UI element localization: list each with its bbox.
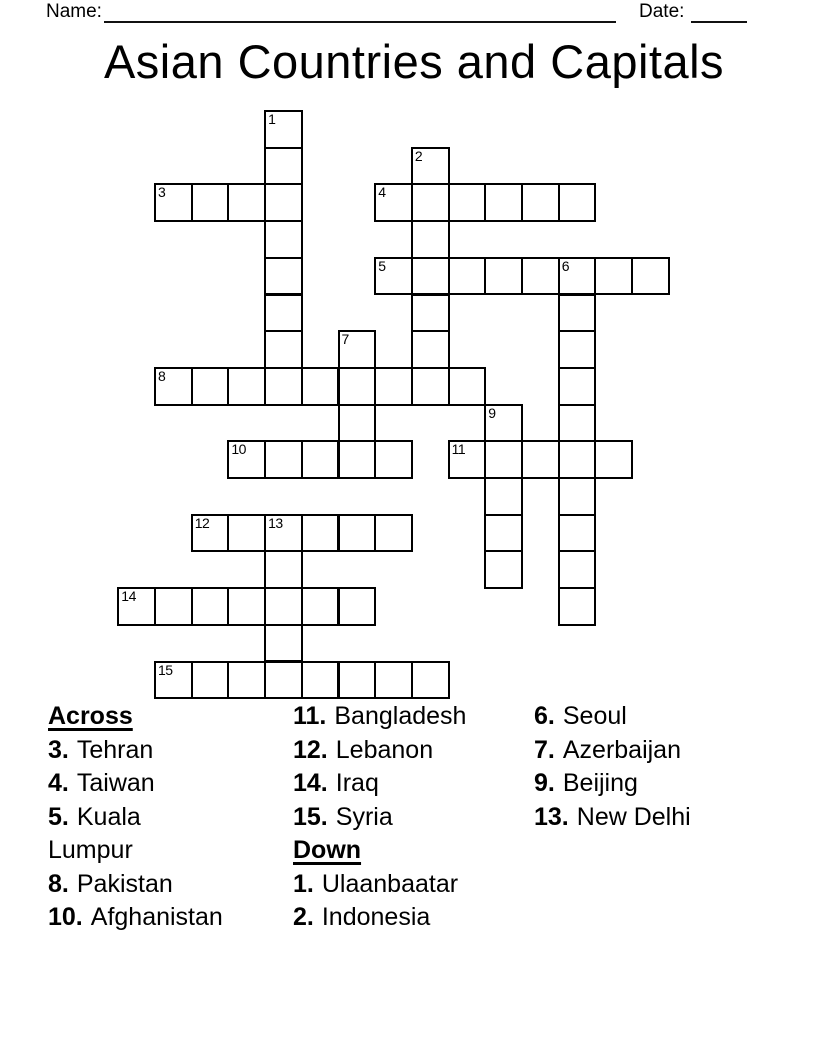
- cell-number-label: 3: [158, 184, 166, 201]
- clue-text: Ulaanbaatar: [321, 869, 459, 898]
- clue-item-continuation: [48, 834, 290, 868]
- clue-number: 5.: [48, 802, 69, 831]
- cell-number-label: 4: [378, 184, 386, 201]
- clue-item: [293, 801, 531, 835]
- grid-cell[interactable]: [264, 330, 303, 369]
- cell-number-label: 5: [378, 257, 386, 274]
- grid-cell[interactable]: [411, 220, 450, 259]
- clue-text: Bangladesh: [334, 702, 467, 730]
- grid-cell[interactable]: [374, 514, 413, 553]
- grid-cell[interactable]: [264, 440, 303, 479]
- grid-cell[interactable]: [301, 514, 340, 553]
- grid-cell[interactable]: [411, 330, 450, 369]
- grid-cell[interactable]: [264, 110, 303, 149]
- grid-cell[interactable]: [411, 147, 450, 186]
- grid-cell[interactable]: [374, 661, 413, 700]
- clue-number: 10.: [48, 903, 83, 931]
- grid-cell[interactable]: [521, 183, 560, 222]
- grid-cell[interactable]: [191, 514, 230, 553]
- grid-cell[interactable]: [558, 330, 597, 369]
- grid-cell[interactable]: [484, 514, 523, 553]
- grid-cell[interactable]: [264, 367, 303, 406]
- clue-item: [48, 767, 290, 801]
- clue-column-3: [534, 700, 810, 834]
- clue-item: [293, 700, 531, 734]
- date-label: Date:: [639, 1, 685, 22]
- grid-cell[interactable]: [227, 367, 266, 406]
- clue-text: Afghanistan: [90, 903, 223, 931]
- grid-cell[interactable]: [227, 514, 266, 553]
- cell-number-label: 10: [231, 441, 246, 458]
- clue-number: 14.: [293, 769, 328, 797]
- grid-cell[interactable]: [411, 183, 450, 222]
- grid-cell[interactable]: [411, 257, 450, 296]
- grid-cell[interactable]: [411, 661, 450, 700]
- grid-cell[interactable]: [227, 183, 266, 222]
- grid-cell[interactable]: [338, 514, 377, 553]
- grid-cell[interactable]: [448, 367, 487, 406]
- clue-text: Seoul: [562, 702, 627, 730]
- cell-number-label: 8: [158, 367, 166, 384]
- clue-number: 9.: [534, 769, 555, 797]
- clue-item: [534, 801, 810, 835]
- clue-section-heading: [48, 700, 290, 734]
- grid-cell[interactable]: [338, 587, 377, 626]
- grid-cell[interactable]: [484, 477, 523, 516]
- clue-text: New Delhi: [576, 802, 691, 831]
- clue-text: Taiwan: [76, 769, 155, 797]
- cell-number-label: 6: [561, 257, 569, 274]
- grid-cell[interactable]: [301, 367, 340, 406]
- clue-text: Azerbaijan: [562, 735, 681, 764]
- grid-cell[interactable]: [154, 367, 193, 406]
- grid-cell[interactable]: [374, 257, 413, 296]
- clue-column-1: [48, 700, 290, 935]
- grid-cell[interactable]: [594, 440, 633, 479]
- grid-cell[interactable]: [191, 367, 230, 406]
- cell-number-label: 12: [194, 514, 210, 531]
- grid-cell[interactable]: [558, 404, 597, 443]
- cell-number-label: 15: [158, 661, 173, 678]
- grid-cell[interactable]: [301, 587, 340, 626]
- clue-item: [48, 868, 290, 902]
- grid-cell[interactable]: [338, 367, 377, 406]
- clue-item: [534, 767, 810, 801]
- grid-cell[interactable]: [558, 587, 597, 626]
- clue-text: Lebanon: [335, 735, 434, 764]
- grid-cell[interactable]: [264, 257, 303, 296]
- grid-cell[interactable]: [484, 440, 523, 479]
- clue-item: [48, 734, 290, 768]
- grid-cell[interactable]: [558, 477, 597, 516]
- cell-number-label: 7: [341, 331, 349, 348]
- grid-cell[interactable]: [301, 440, 340, 479]
- cell-number-label: 2: [414, 147, 423, 164]
- grid-cell[interactable]: [154, 183, 193, 222]
- clue-item: [293, 767, 531, 801]
- grid-cell[interactable]: [264, 220, 303, 259]
- clue-number: 8.: [48, 869, 69, 898]
- clue-text: Tehran: [76, 735, 154, 764]
- grid-cell[interactable]: [558, 550, 597, 589]
- clue-item: [48, 901, 290, 935]
- grid-cell[interactable]: [264, 147, 303, 186]
- grid-cell[interactable]: [264, 587, 303, 626]
- grid-cell[interactable]: [594, 257, 633, 296]
- grid-cell[interactable]: [264, 183, 303, 222]
- grid-cell[interactable]: [117, 587, 156, 626]
- cell-number-label: 11: [451, 441, 466, 458]
- clue-number: 6.: [534, 702, 555, 730]
- clue-number: 2.: [293, 903, 314, 931]
- grid-cell[interactable]: [227, 661, 266, 700]
- clue-item: [48, 801, 290, 835]
- grid-cell[interactable]: [338, 330, 377, 369]
- cell-number-label: 1: [268, 111, 276, 127]
- grid-cell[interactable]: [631, 257, 670, 296]
- grid-cell[interactable]: [558, 367, 597, 406]
- grid-cell[interactable]: [374, 183, 413, 222]
- grid-cell[interactable]: [558, 514, 597, 553]
- grid-cell[interactable]: [484, 404, 523, 443]
- grid-cell[interactable]: [484, 550, 523, 589]
- grid-cell[interactable]: [338, 404, 377, 443]
- grid-cell[interactable]: [264, 661, 303, 700]
- clue-heading-text: Down: [293, 836, 362, 864]
- grid-cell[interactable]: [338, 661, 377, 700]
- grid-cell[interactable]: [227, 440, 266, 479]
- page-title: Asian Countries and Capitals: [103, 35, 725, 88]
- clue-text: Iraq: [335, 769, 379, 797]
- grid-cell[interactable]: [154, 661, 193, 700]
- clue-text: Beijing: [562, 769, 638, 797]
- grid-cell[interactable]: [448, 183, 487, 222]
- clue-item: [293, 901, 531, 935]
- clue-item: [293, 734, 531, 768]
- clue-number: 12.: [293, 735, 328, 764]
- clue-item: [293, 868, 531, 902]
- grid-cell[interactable]: [558, 183, 597, 222]
- grid-cell[interactable]: [227, 587, 266, 626]
- grid-cell[interactable]: [264, 550, 303, 589]
- clue-text: Pakistan: [76, 869, 173, 898]
- grid-cell[interactable]: [374, 440, 413, 479]
- cell-number-label: 14: [121, 588, 136, 605]
- cell-number-label: 13: [268, 514, 283, 531]
- grid-cell[interactable]: [154, 587, 193, 626]
- clue-number: 7.: [534, 735, 555, 764]
- clue-text: Syria: [335, 802, 393, 831]
- grid-cell[interactable]: [558, 440, 597, 479]
- grid-cell[interactable]: [411, 367, 450, 406]
- clue-text: Indonesia: [321, 903, 431, 931]
- clue-text: Kuala: [76, 802, 141, 831]
- cell-number-label: 9: [488, 404, 496, 421]
- clue-section-heading: [293, 834, 531, 868]
- grid-cell[interactable]: [301, 661, 340, 700]
- clue-heading-text: Across: [48, 702, 133, 730]
- grid-cell[interactable]: [264, 514, 303, 553]
- clue-item: [534, 734, 810, 768]
- clue-text: Lumpur: [48, 836, 133, 864]
- grid-cell[interactable]: [374, 367, 413, 406]
- grid-cell[interactable]: [191, 587, 230, 626]
- clue-number: 1.: [293, 869, 314, 898]
- clue-number: 3.: [48, 735, 69, 764]
- grid-cell[interactable]: [264, 624, 303, 663]
- grid-cell[interactable]: [338, 440, 377, 479]
- clue-number: 13.: [534, 802, 569, 831]
- grid-cell[interactable]: [558, 294, 597, 333]
- grid-cell[interactable]: [448, 440, 487, 479]
- name-label: Name:: [46, 1, 102, 22]
- grid-cell[interactable]: [191, 183, 230, 222]
- clue-column-2: [293, 700, 531, 935]
- grid-cell[interactable]: [448, 257, 487, 296]
- grid-cell[interactable]: [558, 257, 597, 296]
- grid-cell[interactable]: [484, 257, 523, 296]
- grid-cell[interactable]: [521, 440, 560, 479]
- clue-number: 15.: [293, 802, 328, 831]
- grid-cell[interactable]: [484, 183, 523, 222]
- grid-cell[interactable]: [264, 294, 303, 333]
- grid-cell[interactable]: [191, 661, 230, 700]
- clue-number: 11.: [293, 702, 327, 730]
- grid-cell[interactable]: [521, 257, 560, 296]
- clue-number: 4.: [48, 769, 69, 797]
- clue-item: [534, 700, 810, 734]
- grid-cell[interactable]: [411, 294, 450, 333]
